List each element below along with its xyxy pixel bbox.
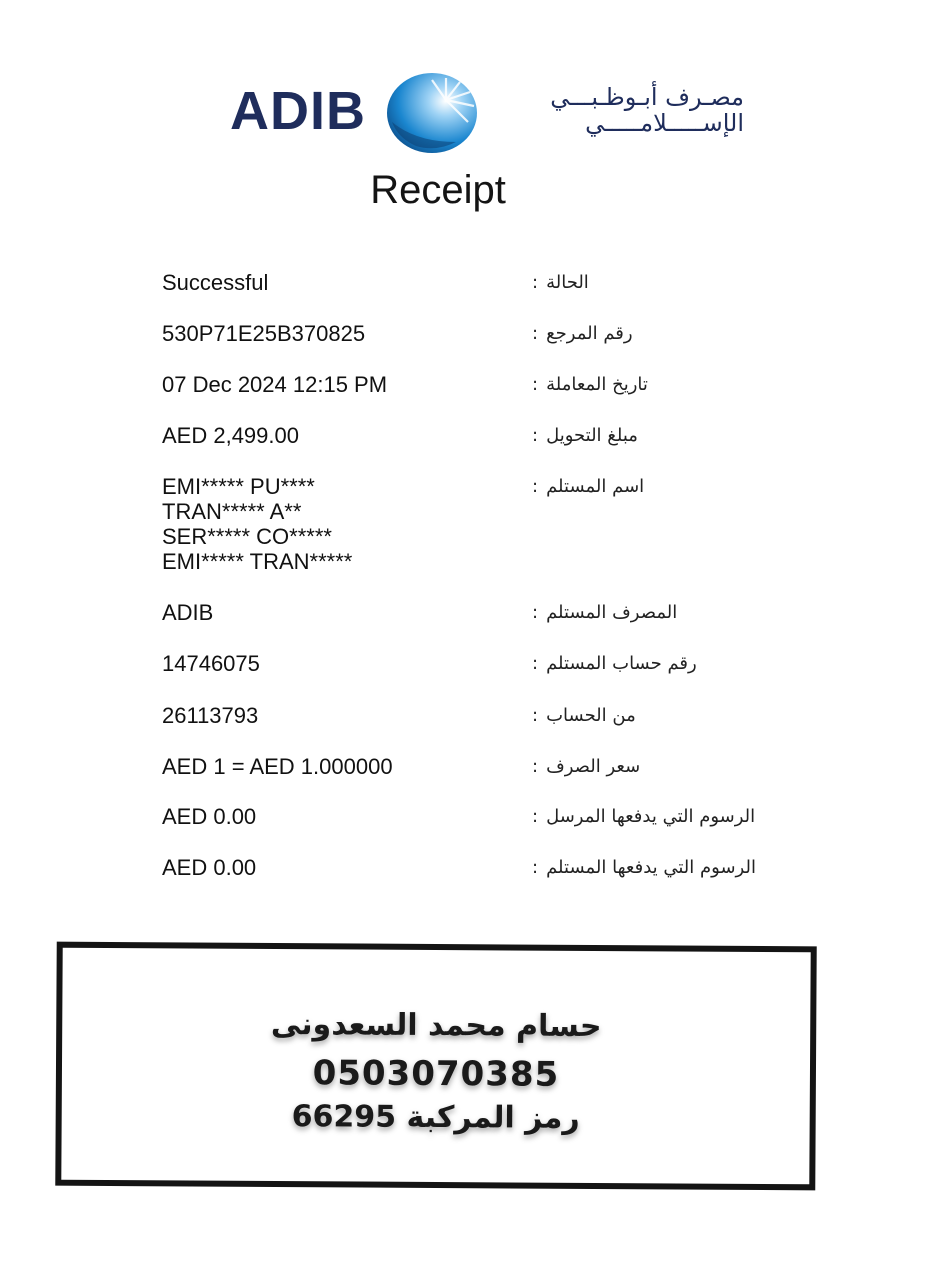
beneficiary-name-label [532, 474, 644, 499]
logo-arabic-text [498, 84, 744, 137]
transaction-date-value: 07 Dec 2024 12:15 PM [162, 372, 388, 397]
status-label [532, 270, 589, 295]
colon: : [532, 602, 539, 623]
beneficiary-fees-label [532, 855, 756, 880]
colon: : [532, 476, 539, 497]
reference-number-label [532, 321, 633, 346]
beneficiary-bank-value: ADIB [162, 600, 214, 625]
contact-phone: 0503070385 [312, 1053, 560, 1095]
exchange-rate-value: AED 1 = AED 1.000000 [162, 754, 393, 779]
colon: : [532, 857, 539, 878]
label-text: مبلغ التحويل [546, 425, 638, 446]
status-value: Successful [162, 270, 269, 295]
label-text: اسم المستلم [546, 476, 645, 497]
transfer-amount-value: AED 2,499.00 [162, 423, 299, 448]
beneficiary-account-label [532, 651, 697, 676]
from-account-value: 26113793 [162, 703, 259, 728]
adib-globe-emblem-icon [386, 72, 478, 154]
from-account-label [532, 703, 636, 728]
label-text: رقم المرجع [546, 323, 633, 344]
colon: : [532, 756, 539, 777]
logo-arabic-line2: الإســـــلامـــــي [585, 109, 744, 138]
logo-text: ADIB [230, 81, 366, 141]
beneficiary-name-line: EMI***** TRAN***** [162, 549, 353, 574]
contact-box [55, 942, 816, 1191]
reference-number-value: 530P71E25B370825 [162, 321, 366, 346]
label-text: المصرف المستلم [546, 602, 678, 623]
label-text: الرسوم التي يدفعها المستلم [546, 857, 756, 878]
label-text: تاريخ المعاملة [546, 374, 648, 395]
colon: : [532, 272, 539, 293]
colon: : [532, 374, 539, 395]
sender-fees-label [532, 804, 755, 829]
exchange-rate-label [532, 754, 640, 779]
colon: : [532, 425, 539, 446]
beneficiary-name-line: EMI***** PU**** [162, 474, 315, 499]
vehicle-code: رمز المركبة 66295 [291, 1099, 580, 1136]
page-title: Receipt [370, 168, 506, 212]
label-text: سعر الصرف [546, 756, 641, 777]
label-text: رقم حساب المستلم [546, 653, 697, 674]
transfer-amount-label [532, 423, 638, 448]
colon: : [532, 653, 539, 674]
sender-fees-value: AED 0.00 [162, 804, 257, 829]
colon: : [532, 323, 539, 344]
contact-name: حسام محمد السعدونى [270, 1006, 602, 1045]
beneficiary-fees-value: AED 0.00 [162, 855, 257, 880]
colon: : [532, 806, 539, 827]
beneficiary-name-value [162, 474, 352, 574]
beneficiary-name-line: TRAN***** A** [162, 499, 302, 524]
bank-logo [0, 70, 934, 160]
label-text: من الحساب [546, 705, 636, 726]
transaction-date-label [532, 372, 648, 397]
label-text: الرسوم التي يدفعها المرسل [546, 806, 756, 827]
label-text: الحالة [546, 272, 589, 293]
beneficiary-name-line: SER***** CO***** [162, 524, 332, 549]
logo-arabic-line1: مصـرف أبـوظـبـــي [550, 83, 744, 111]
beneficiary-bank-label [532, 600, 677, 625]
colon: : [532, 705, 539, 726]
beneficiary-account-value: 14746075 [162, 651, 260, 676]
